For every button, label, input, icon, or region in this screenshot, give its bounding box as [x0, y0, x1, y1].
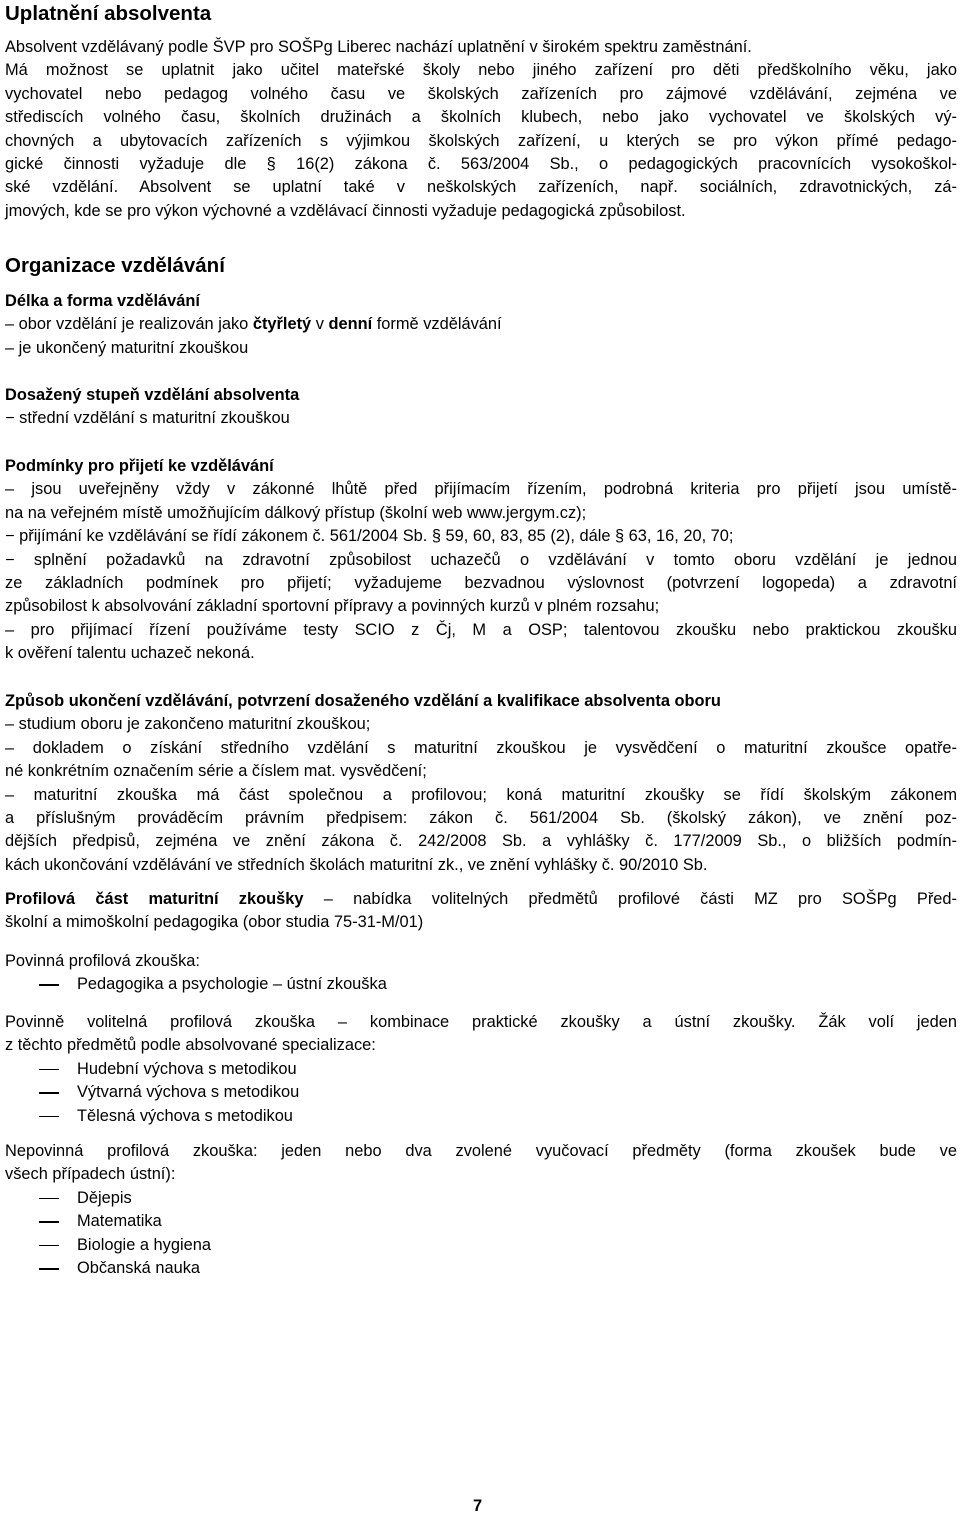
zpusob-heading: Způsob ukončení vzdělávání, potvrzení dosaženého vzdělání a kvalifikace absolventa oboru [5, 692, 721, 710]
dash-bullet [39, 1221, 59, 1223]
text-line: jmových, kde se pro výkon výchovné a vzdělávací činnosti vyžaduje pedagogická způsobilost. [5, 201, 686, 220]
dash-bullet [39, 1069, 59, 1071]
text-line: k ověření talentu uchazeč nekoná. [5, 644, 255, 663]
delka-line-2: – je ukončený maturitní zkouškou [5, 338, 249, 357]
text-line: Povinně volitelná profilová zkouška – kombinace praktické zkoušky a ústní zkoušky. Žák volí jeden [5, 1013, 957, 1031]
text-line: − přijímání ke vzdělávání se řídí zákonem č. 561/2004 Sb. § 59, 60, 83, 85 (2), dále § 63, 16, 20, 70; [5, 527, 734, 546]
volitelna-block [5, 1011, 957, 1128]
dash-bullet [39, 984, 59, 986]
nepovinna-block [5, 1140, 957, 1280]
profil-block [5, 888, 957, 935]
text-line: gické činnosti vyžaduje dle § 16(2) zákona č. 563/2004 Sb., o pedagogických pracovnících vysokoškol- [5, 155, 957, 174]
text-line: střediscích volného času, školních družinách a školních klubech, nebo jako vychovatel ve školských vý- [5, 108, 957, 127]
zpusob-block [5, 690, 957, 877]
text-line: způsobilost k absolvování základní sportovní přípravy a povinných kurzů v plném rozsahu; [5, 597, 660, 616]
delka-line-1: – obor vzdělání je realizován jako čtyřletý v denní formě vzdělávání [5, 315, 502, 334]
profil-line-1: Profilová část maturitní zkoušky – nabídka volitelných předmětů profilové části MZ pro SOŠPg Před- [5, 890, 957, 908]
profil-line-2: školní a mimoškolní pedagogika (obor studia 75-31-M/01) [5, 913, 424, 932]
text-line: z těchto předmětů podle absolvované specializace: [5, 1036, 376, 1055]
delka-block [5, 290, 957, 360]
list-item: Výtvarná výchova s metodikou [5, 1081, 957, 1104]
uplatneni-paragraph [5, 36, 957, 223]
section-title-organizace: Organizace vzdělávání [5, 254, 225, 277]
text-line: Absolvent vzdělávaný podle ŠVP pro SOŠPg Liberec nachází uplatnění v širokém spektru zaměstnání. [5, 38, 752, 56]
section-title-uplatneni: Uplatnění absolventa [5, 2, 212, 25]
dash-bullet [39, 1198, 59, 1200]
dash-bullet [39, 1245, 59, 1247]
text-line: chovných a ubytovacích zařízeních s výjimkou školských zařízení, u kterých se pro výkon přímé pedago- [5, 131, 957, 150]
text-line: ské vzdělání. Absolvent se uplatní také v neškolských zařízeních, např. sociálních, zdravotnických, zá- [5, 178, 957, 197]
text-line: Má možnost se uplatnit jako učitel mateřské školy nebo jiného zařízení pro děti předškolního věku, jako [5, 61, 957, 80]
text-line: – jsou uveřejněny vždy v zákonné lhůtě před přijímacím řízením, podrobná kriteria pro přijetí jsou umístě- [5, 480, 957, 499]
text-line: dějších předpisů, zejména ve znění zákona č. 242/2008 Sb. a vyhlášky č. 177/2009 Sb., o bližších podmín- [5, 832, 957, 851]
list-item: Pedagogika a psychologie – ústní zkouška [5, 973, 957, 996]
text-line: né konkrétním označením série a číslem mat. vysvědčení; [5, 762, 427, 781]
text-line: kách ukončování vzdělávání ve středních školách maturitní zk., ve znění vyhlášky č. 90/2010 Sb. [5, 855, 708, 874]
stupen-line-1: − střední vzdělání s maturitní zkouškou [5, 409, 290, 428]
page-number: 7 [473, 1497, 483, 1515]
text-line: všech případech ústní): [5, 1165, 176, 1184]
stupen-heading: Dosažený stupeň vzdělání absolventa [5, 386, 300, 404]
podminky-block [5, 455, 957, 666]
stupen-block [5, 384, 957, 431]
povinna-block [5, 950, 957, 997]
text-line: – pro přijímací řízení používáme testy SCIO z Čj, M a OSP; talentovou zkoušku nebo praktickou zkoušku [5, 620, 957, 639]
list-item: Biologie a hygiena [5, 1234, 957, 1257]
text-line: a příslušným prováděcím právním předpisem: zákon č. 561/2004 Sb. (školský zákon), ve znění poz- [5, 809, 957, 828]
list-item: Matematika [5, 1210, 957, 1233]
text-line: ze základních podmínek pro přijetí; vyžadujeme bezvadnou výslovnost (potvrzení logopeda) a zdravotní [5, 574, 957, 593]
text-line: – maturitní zkouška má část společnou a profilovou; koná maturitní zkoušky se řídí školským zákonem [5, 785, 957, 804]
text-line: Nepovinná profilová zkouška: jeden nebo dva zvolené vyučovací předměty (forma zkoušek bude ve [5, 1142, 957, 1160]
list-item: Dějepis [5, 1187, 957, 1210]
dash-bullet [39, 1116, 59, 1118]
text-line: na na veřejném místě umožňujícím dálkový přístup (školní web www.jergym.cz); [5, 503, 587, 522]
text-line: – dokladem o získání středního vzdělání s maturitní zkouškou je vysvědčení o maturitní zkoušce opatře- [5, 738, 957, 757]
text-line: – studium oboru je zakončeno maturitní zkouškou; [5, 715, 371, 734]
podminky-heading: Podmínky pro přijetí ke vzdělávání [5, 457, 274, 475]
text-line: vychovatel nebo pedagog volného času ve školských zařízeních pro zájmové vzdělávání, zejména ve [5, 84, 957, 103]
povinna-label: Povinná profilová zkouška: [5, 952, 200, 970]
text-line: − splnění požadavků na zdravotní způsobilost uchazečů o vzdělávání v tomto oboru vzdělání je jednou [5, 550, 957, 569]
delka-heading: Délka a forma vzdělávání [5, 292, 200, 310]
dash-bullet [39, 1268, 59, 1270]
list-item: Občanská nauka [5, 1257, 957, 1280]
list-item: Hudební výchova s metodikou [5, 1058, 957, 1081]
dash-bullet [39, 1092, 59, 1094]
list-item: Tělesná výchova s metodikou [5, 1105, 957, 1128]
